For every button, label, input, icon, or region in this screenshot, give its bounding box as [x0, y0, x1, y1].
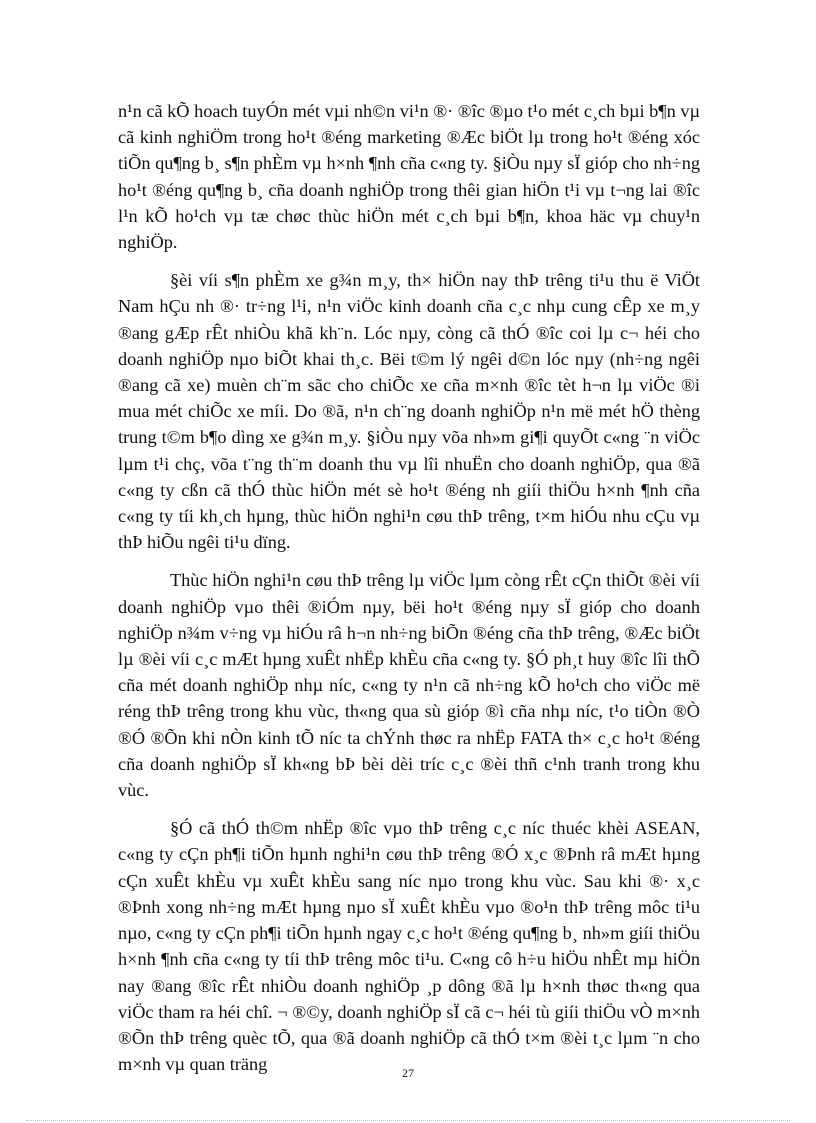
paragraph: n¹n cã kÕ hoach tuyÓn mét vµi nh©n vi¹n ®· ®îc ®µo t¹o mét c¸ch bµi b¶n vµ cã kinh nghiÖm trong ho¹t ®éng marketing ®Æc biÖt lµ trong ho¹t ®éng xóc tiÕn qu¶ng b¸ s¶n phÈm vµ h×nh ¶nh cña c«ng ty. §iÒu nµy sÏ gióp cho nh÷ng ho¹t ®éng qu¶ng b¸ cña doanh nghiÖp trong thêi gian hiÖn t¹i vµ t¬ng lai ®îc l¹n kÕ ho¹ch vµ tæ chøc thùc hiÖn mét c¸ch bµi b¶n, khoa häc vµ chuy¹n nghiÖp.: [118, 101, 700, 253]
body-text: [118, 98, 700, 1089]
page-bottom-divider: [26, 1120, 790, 1121]
paragraph: Thùc hiÖn nghi¹n cøu thÞ trêng lµ viÖc lµm còng rÊt cÇn thiÕt ®èi víi doanh nghiÖp vµo thêi ®iÓm nµy, bëi ho¹t ®éng nµy sÏ gióp cho doanh nghiÖp n¾m v÷ng vµ hiÓu râ h¬n nh÷ng biÕn ®éng cña thÞ trêng, ®Æc biÖt lµ ®èi víi c¸c mÆt hµng xuÊt nhËp khÈu cña c«ng ty. §Ó ph¸t huy ®îc lîi thÕ cña mét doanh nghiÖp nhµ níc, c«ng ty n¹n cã nh÷ng kÕ ho¹ch cho viÖc më réng thÞ trêng trong khu vùc, th«ng qua sù gióp ®ì cña nhµ níc, t¹o tiÒn ®Ò ®Ó ®Õn khi nÒn kinh tÕ níc ta chÝnh thøc ra nhËp FATA th× c¸c ho¹t ®éng cña doanh nghiÖp sÏ kh«ng bÞ bèi dèi tríc c¸c ®èi thñ c¹nh tranh trong khu vùc.: [118, 570, 700, 801]
paragraph: §èi víi s¶n phÈm xe g¾n m¸y, th× hiÖn nay thÞ trêng ti¹u thu ë ViÖt Nam hÇu nh ®· tr÷ng l¹i, n¹n viÖc kinh doanh cña c¸c nhµ cung cÊp xe m¸y ®ang gÆp rÊt nhiÒu khã kh¨n. Lóc nµy, còng cã thÓ ®îc coi lµ c¬ héi cho doanh nghiÖp nµo biÕt khai th¸c. Bëi t©m lý ngêi d©n lóc nµy (nh÷ng ngêi ®ang cã xe) muèn ch¨m sãc cho chiÕc xe cña m×nh ®îc tèt h¬n lµ viÖc ®i mua mét chiÕc xe míi. Do ®ã, n¹n ch¨ng doanh nghiÖp n¹n më mét hÖ thèng trung t©m b¶o dìng xe g¾n m¸y. §iÒu nµy võa nh»m gi¶i quyÕt c«ng ¨n viÖc lµm t¹i chç, võa t¨ng th¨m doanh thu vµ lîi nhuËn cho doanh nghiÖp, qua ®ã c«ng ty cßn cã thÓ thùc hiÖn mét sè ho¹t ®éng nh giíi thiÖu h×nh ¶nh cña c«ng ty tíi kh¸ch hµng, thùc hiÖn nghi¹n cøu thÞ trêng, t×m hiÓu nhu cÇu vµ thÞ hiÕu ngêi ti¹u dïng.: [118, 270, 700, 553]
paragraph: §Ó cã thÓ th©m nhËp ®îc vµo thÞ trêng c¸c níc thuéc khèi ASEAN, c«ng ty cÇn ph¶i tiÕn hµnh nghi¹n cøu thÞ trêng ®Ó x¸c ®Þnh râ mÆt hµng cÇn xuÊt khÈu vµ xuÊt khÈu sang níc nµo trong khu vùc. Sau khi ®· x¸c ®Þnh xong nh÷ng mÆt hµng nµo sÏ xuÊt khÈu vµo ®o¹n thÞ trêng môc ti¹u nµo, c«ng ty cÇn ph¶i tiÕn hµnh ngay c¸c ho¹t ®éng qu¶ng b¸ nh»m giíi thiÖu h×nh ¶nh cña c«ng ty tíi thÞ trêng môc ti¹u. C«ng cô h÷u hiÖu nhÊt mµ hiÖn nay ®ang ®îc rÊt nhiÒu doanh nghiÖp ¸p dông ®ã lµ h×nh thøc th«ng qua viÖc tham ra héi chî. ¬ ®©y, doanh nghiÖp sÏ cã c¬ héi tù giíi thiÖu vÒ m×nh ®Õn thÞ trêng quèc tÕ, qua ®ã doanh nghiÖp cã thÓ t×m ®èi t¸c lµm ¨n cho m×nh vµ quan träng: [118, 818, 700, 1075]
page-number: 27: [402, 1066, 414, 1080]
